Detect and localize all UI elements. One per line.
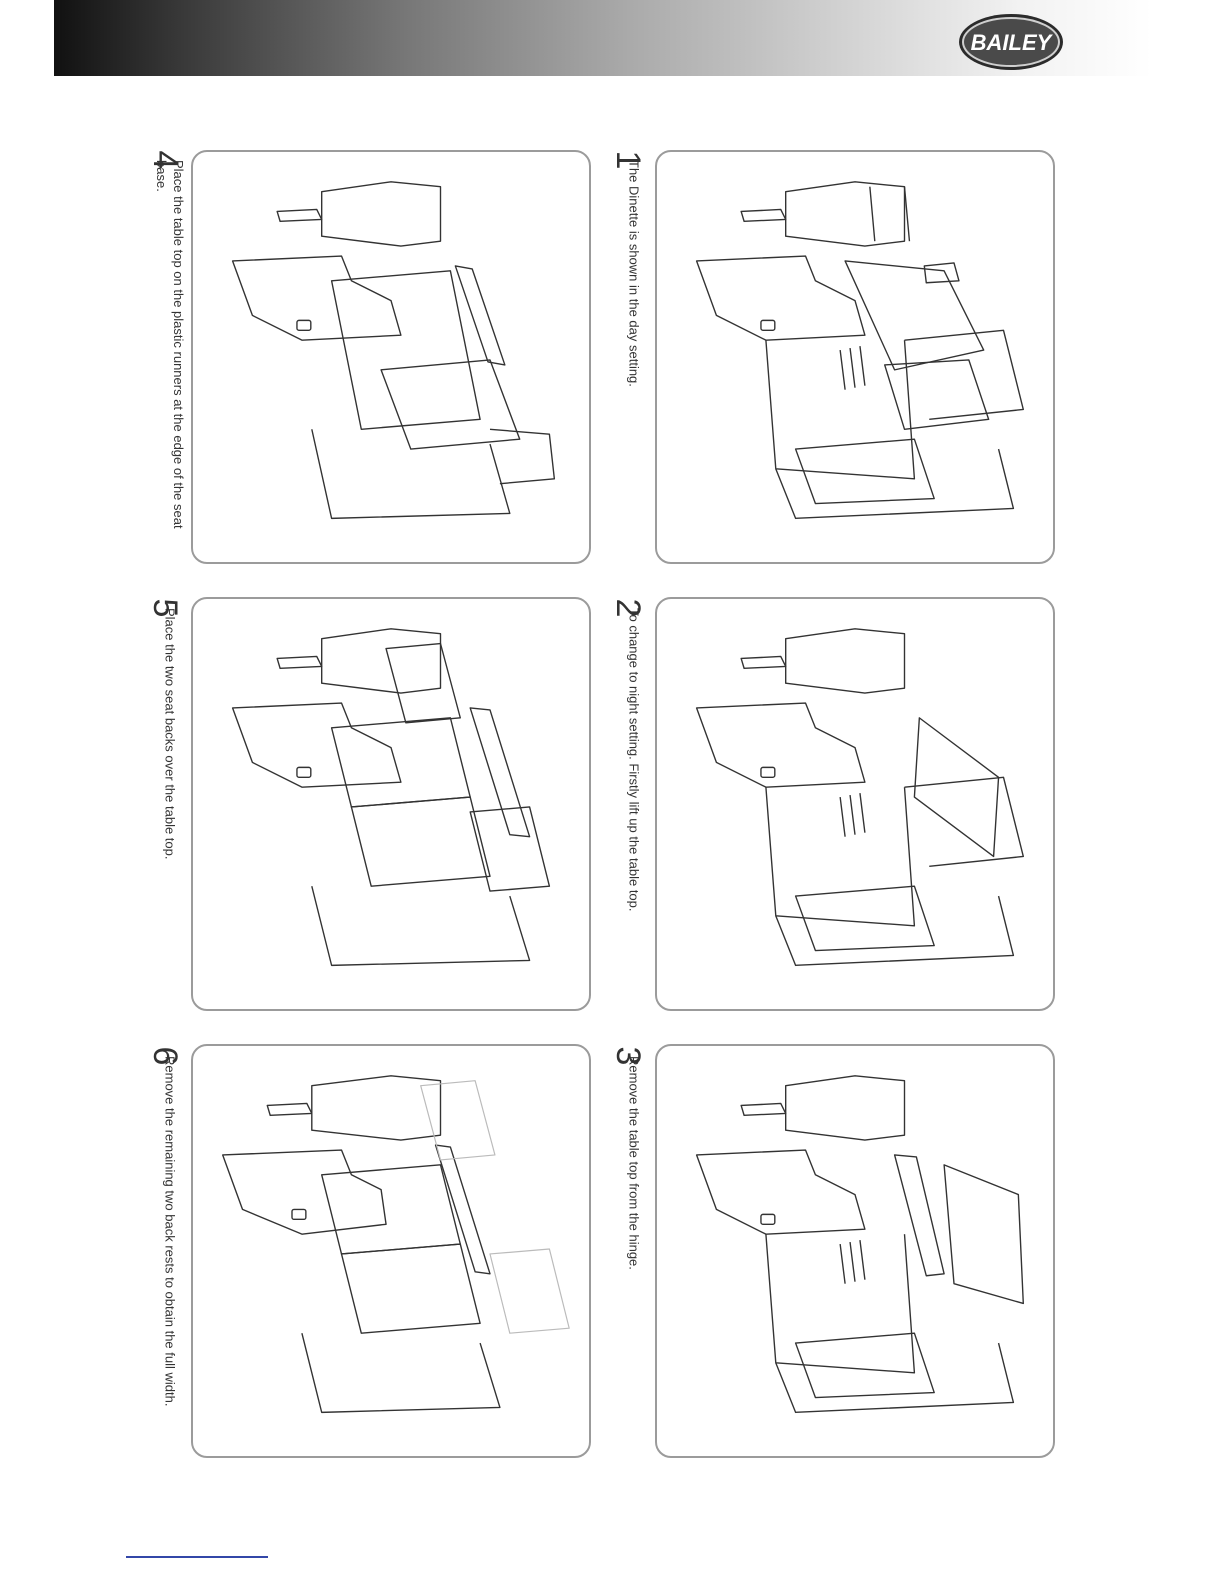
step-caption-5-wrap [150, 608, 190, 1008]
step-number-3: 3 [609, 1046, 647, 1066]
step-caption-1: The Dinette is shown in the day setting. [626, 160, 642, 387]
dinette-table-on-runners-illustration [193, 152, 589, 562]
step-number-4: 4 [146, 150, 184, 170]
dinette-full-width-illustration [193, 1046, 589, 1456]
step-caption-6: Remove the remaining two back rests to obtain the full width. [162, 1056, 178, 1407]
bailey-logo [957, 12, 1065, 72]
step-caption-6-wrap [150, 1056, 190, 1456]
step-number-2: 2 [609, 598, 647, 618]
step-panel-6 [191, 1044, 591, 1458]
dinette-lift-table-illustration [657, 599, 1053, 1009]
logo-text: BAILEY [970, 30, 1052, 55]
step-panel-2 [655, 597, 1055, 1011]
bailey-logo-icon [957, 12, 1065, 72]
step-panel-5 [191, 597, 591, 1011]
step-number-1: 1 [609, 150, 647, 170]
step-panel-1 [655, 150, 1055, 564]
step-caption-5: Place the two seat backs over the table top. [162, 608, 178, 860]
dinette-remove-table-illustration [657, 1046, 1053, 1456]
step-panel-4 [191, 150, 591, 564]
step-caption-4: Place the table top on the plastic runners at the edge of the seat base. [154, 160, 186, 529]
step-panel-3 [655, 1044, 1055, 1458]
step-caption-1-wrap [614, 160, 654, 560]
footer-link-underline[interactable] [126, 1556, 268, 1558]
step-number-6: 6 [146, 1046, 184, 1066]
step-caption-2: To change to night setting. Firstly lift up the table top. [626, 608, 642, 912]
step-number-5: 5 [146, 598, 184, 618]
step-caption-3: Remove the table top from the hinge. [626, 1056, 642, 1270]
step-caption-3-wrap [614, 1056, 654, 1456]
dinette-day-setting-illustration [657, 152, 1053, 562]
dinette-seat-backs-illustration [193, 599, 589, 1009]
step-caption-2-wrap [614, 608, 654, 1008]
step-caption-4-wrap [150, 160, 190, 560]
